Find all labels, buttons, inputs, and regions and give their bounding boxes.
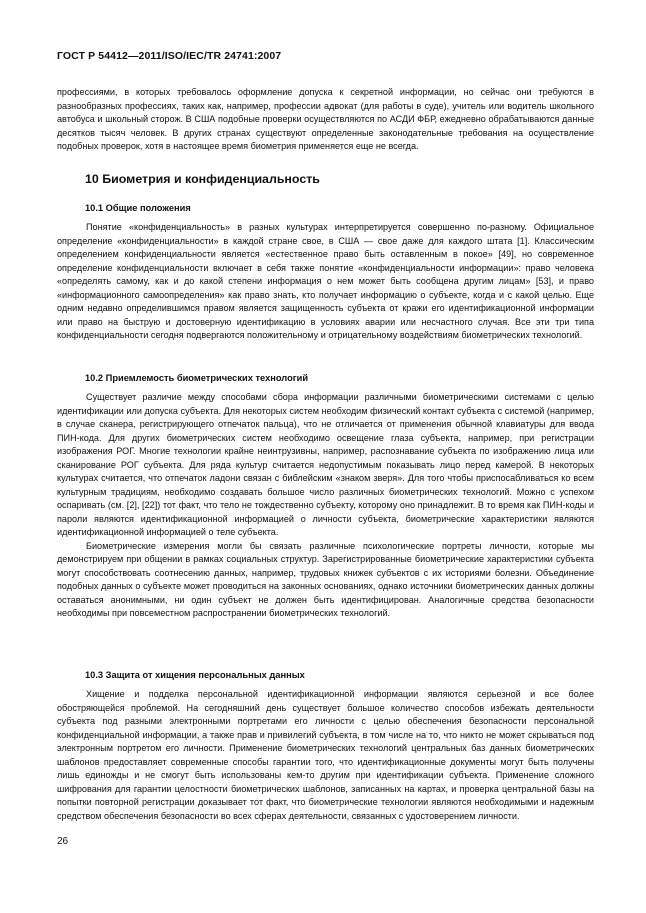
- subsection-title-10-1: 10.1 Общие положения: [85, 203, 191, 213]
- subsection-10-2-body: [57, 391, 594, 621]
- subsection-title-10-3: 10.3 Защита от хищения персональных данных: [85, 670, 305, 680]
- page-number: 26: [57, 836, 69, 847]
- subsection-10-3-body: [57, 688, 594, 823]
- intro-paragraph-block: [57, 86, 594, 154]
- paragraph: Биометрические измерения могли бы связать различные психологические портреты личности, которые мы демонстрируем при общении в рамках социальных структур. Зарегистрированные биометрические характеристики субъекта могут способствовать соотнесению данных, например, трудовых книжек субъектов с их историями болезни. Объединение подобных данных о субъекте может проводиться на законных основаниях, однако источники биометрических данных должны оставаться анонимными, ни один субъект не должен быть идентифицирован. Аналогичные средства безопасности необходимы при повсеместном распространении биометрических технологий.: [57, 540, 594, 618]
- paragraph: Хищение и подделка персональной идентификационной информации являются серьезной и все более обостряющейся проблемой. На сегодняшний день существует большое количество способов избежать деятельности субъекта под разными электронными портретами его личности с целью обеспечения безопасности персональной конфиденциальной информации, а также прав и привилегий субъекта, в том числе на то, что никто не может скрываться под электронным портретом его личности. Применение биометрических технологий центральных баз данных биометрических шаблонов предоставляет современные способы гарантии того, что идентификационные документы могут быть получены лишь единожды и не смогут быть использованы кем-то другим при идентификации субъекта. Применение сложного шифрования для гарантии целостности биометрических шаблонов, записанных на картах, и проверка центральной базы на попытки повторной регистрации доказывает тот факт, что биометрические технологии являются необходимыми и надежным средством обеспечения безопасности во всех сферах деятельности, связанных с удостоверением личности.: [57, 689, 594, 821]
- subsection-title-10-2: 10.2 Приемлемость биометрических технологий: [85, 373, 309, 383]
- section-title: 10 Биометрия и конфиденциальность: [85, 172, 320, 186]
- paragraph: Существует различие между способами сбора информации различными биометрическими системами с целью идентификации или допуска субъекта. Для некоторых систем необходим физический контакт субъекта с системой (например, в случае сканера, регистрирующего отпечаток пальца), что не отличается от применения обычной клавиатуры для ввода ПИН-кода. Для других биометрических систем необходимо освещение глаза субъекта, например, при регистрации изображения РОГ. Многие технологии крайне неинтрузивны, например, распознавание субъекта по изображению лица или сканирование РОГ субъекта. Для ряда культур считается недопустимым показывать лицо перед камерой. В некоторых культурах считается, что отпечаток ладони связан с библейским «знаком зверя». Для того чтобы приспосабливаться ко всем культурным традициям, необходимо создавать большое число различных биометрических технологий. Можно с успехом оспаривать (см. [2], [22]) тот факт, что тело не тождественно субъекту, которому оно принадлежит. В то время как ПИН-коды и пароли являются идентификационной информацией о личности субъекта, биометрические характеристики являются идентификационной информацией о теле субъекта.: [57, 392, 594, 537]
- intro-paragraph: профессиями, в которых требовалось оформление допуска к секретной информации, но сейчас они требуются в разнообразных профессиях, таких как, например, профессии адвокат (для работы в суде), учитель или водитель школьного автобуса и школьный сторож. В США подобные проверки осуществляются по АСДИ ФБР, ежедневно обрабатываются данные десятков тысяч человек. В других странах существуют определенные законодательные требования на осуществление подобных проверок, хотя в настоящее время биометрия применяется еще не всегда.: [57, 87, 594, 151]
- paragraph: Понятие «конфиденциальность» в разных культурах интерпретируется совершенно по-разному. Официальное определение «конфиденциальности» в каждой стране свое, в США — свое даже для каждого штата [1]. Классическим определением конфиденциальности является «естественное право быть оставленным в покое» [49], но современное определение конфиденциальности включает в себя также понятие «конфиденциальности информации»: право человека «определять самому, как и до какой степени информация о нем может быть сообщена другим лицам» [53], и право «информационного самоопределения» как право знать, кто получает информацию о субъекте, когда и с какой целью. Еще одним недавно определившимся правом является защищенность субъекта от кражи его идентификационной информации или право на быструю и достоверную идентификацию в условиях аварии или несчастного случая. Все эти три типа конфиденциальности сегодня подвергаются положительному и отрицательному воздействиям биометрических технологий.: [57, 222, 594, 340]
- subsection-10-1-body: [57, 221, 594, 343]
- document-header: ГОСТ Р 54412—2011/ISO/IEC/TR 24741:2007: [57, 50, 282, 62]
